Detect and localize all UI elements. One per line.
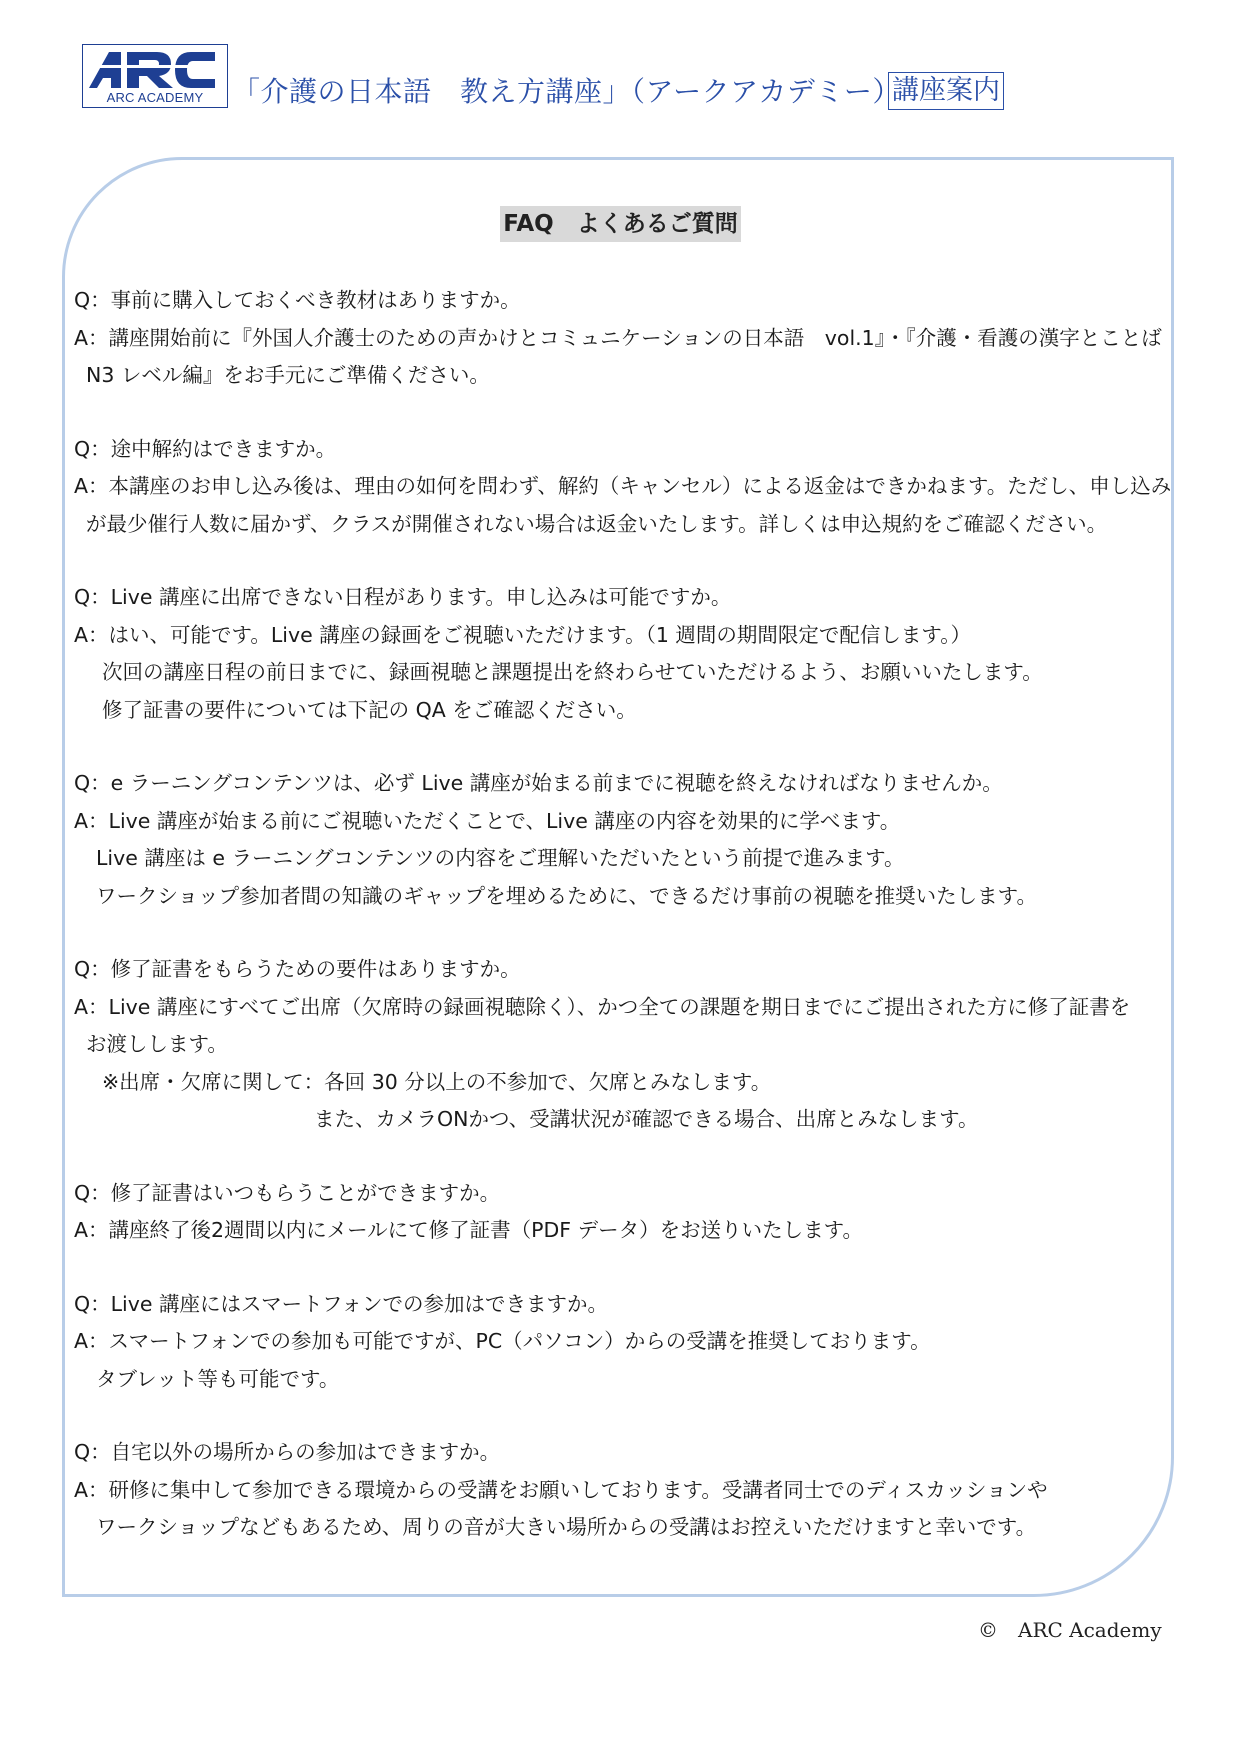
answer: A：Live 講座が始まる前にご視聴いただくことで、Live 講座の内容を効果的に学べます。 [74, 808, 901, 833]
faq-item [74, 1175, 1174, 1250]
page-header [82, 44, 1182, 114]
answer: A：講座開始前に『外国人介護士のための声かけとコミュニケーションの日本語 vol.1』・『介護・看護の漢字とことば [74, 325, 1162, 350]
answer-continuation: Live 講座は e ラーニングコンテンツの内容をご理解いただいたという前提で進みます。 [96, 846, 905, 870]
question: Q：Live 講座に出席できない日程があります。申し込みは可能ですか。 [74, 585, 732, 609]
question: Q：Live 講座にはスマートフォンでの参加はできますか。 [74, 1291, 608, 1316]
arc-academy-logo [82, 44, 228, 108]
answer-continuation: ワークショップ参加者間の知識のギャップを埋めるために、できるだけ事前の視聴を推奨いたします。 [96, 883, 1037, 908]
logo-subtext: ARC ACADEMY [106, 90, 204, 105]
faq-item [74, 1286, 1174, 1399]
page-title: 「介護の日本語 教え方講座」（アークアカデミー） [232, 75, 901, 108]
faq-heading [0, 206, 1241, 242]
answer: A：スマートフォンでの参加も可能ですが、PC（パソコン）からの受講を推奨しております。 [74, 1329, 931, 1353]
faq-item [74, 1434, 1174, 1547]
answer-continuation: 修了証書の要件については下記の QA をご確認ください。 [102, 697, 637, 722]
question: Q：自宅以外の場所からの参加はできますか。 [74, 1440, 501, 1464]
attendance-note: また、カメラONかつ、受講状況が確認できる場合、出席とみなします。 [314, 1107, 979, 1131]
faq-heading-text: FAQ よくあるご質問 [500, 206, 740, 242]
copyright: © ARC Academy [978, 1618, 1162, 1642]
question: Q：途中解約はできますか。 [74, 436, 337, 461]
answer: A：はい、可能です。Live 講座の録画をご視聴いただけます。（1 週間の期間限定で配信します。） [74, 622, 972, 647]
attendance-note: ※出席・欠席に関して：各回 30 分以上の不参加で、欠席とみなします。 [102, 1069, 772, 1094]
answer: A：研修に集中して参加できる環境からの受講をお願いしております。受講者同士でのディスカッションや [74, 1477, 1048, 1502]
answer: A：講座終了後2週間以内にメールにて修了証書（PDF データ）をお送りいたします。 [74, 1218, 863, 1242]
faq-item [74, 579, 1174, 729]
faq-item [74, 282, 1174, 395]
answer-continuation: タブレット等も可能です。 [96, 1366, 340, 1391]
answer: A：本講座のお申し込み後は、理由の如何を問わず、解約（キャンセル）による返金はできかねます。ただし、申し込み [74, 474, 1172, 498]
arc-logo-mark [87, 48, 223, 90]
answer-continuation: ワークショップなどもあるため、周りの音が大きい場所からの受講はお控えいただけますと幸いです。 [96, 1515, 1037, 1539]
answer: A：Live 講座にすべてご出席（欠席時の録画視聴除く）、かつ全ての課題を期日までにご提出された方に修了証書を [74, 994, 1131, 1019]
faq-list [74, 282, 1174, 1583]
faq-item [74, 951, 1174, 1139]
question: Q：e ラーニングコンテンツは、必ず Live 講座が始まる前までに視聴を終えなければなりませんか。 [74, 771, 1003, 795]
faq-item [74, 431, 1174, 544]
faq-item [74, 765, 1174, 915]
answer-continuation: が最少催行人数に届かず、クラスが開催されない場合は返金いたします。詳しくは申込規約をご確認ください。 [86, 511, 1108, 536]
course-guide-badge: 講座案内 [888, 72, 1004, 110]
answer-continuation: 次回の講座日程の前日までに、録画視聴と課題提出を終わらせていただけるよう、お願いいたします。 [102, 660, 1043, 684]
question: Q：修了証書はいつもらうことができますか。 [74, 1180, 501, 1205]
question: Q：事前に購入しておくべき教材はありますか。 [74, 288, 521, 312]
answer-continuation: お渡しします。 [86, 1032, 228, 1056]
answer-continuation: N3 レベル編』をお手元にご準備ください。 [86, 363, 490, 387]
question: Q：修了証書をもらうための要件はありますか。 [74, 957, 521, 981]
